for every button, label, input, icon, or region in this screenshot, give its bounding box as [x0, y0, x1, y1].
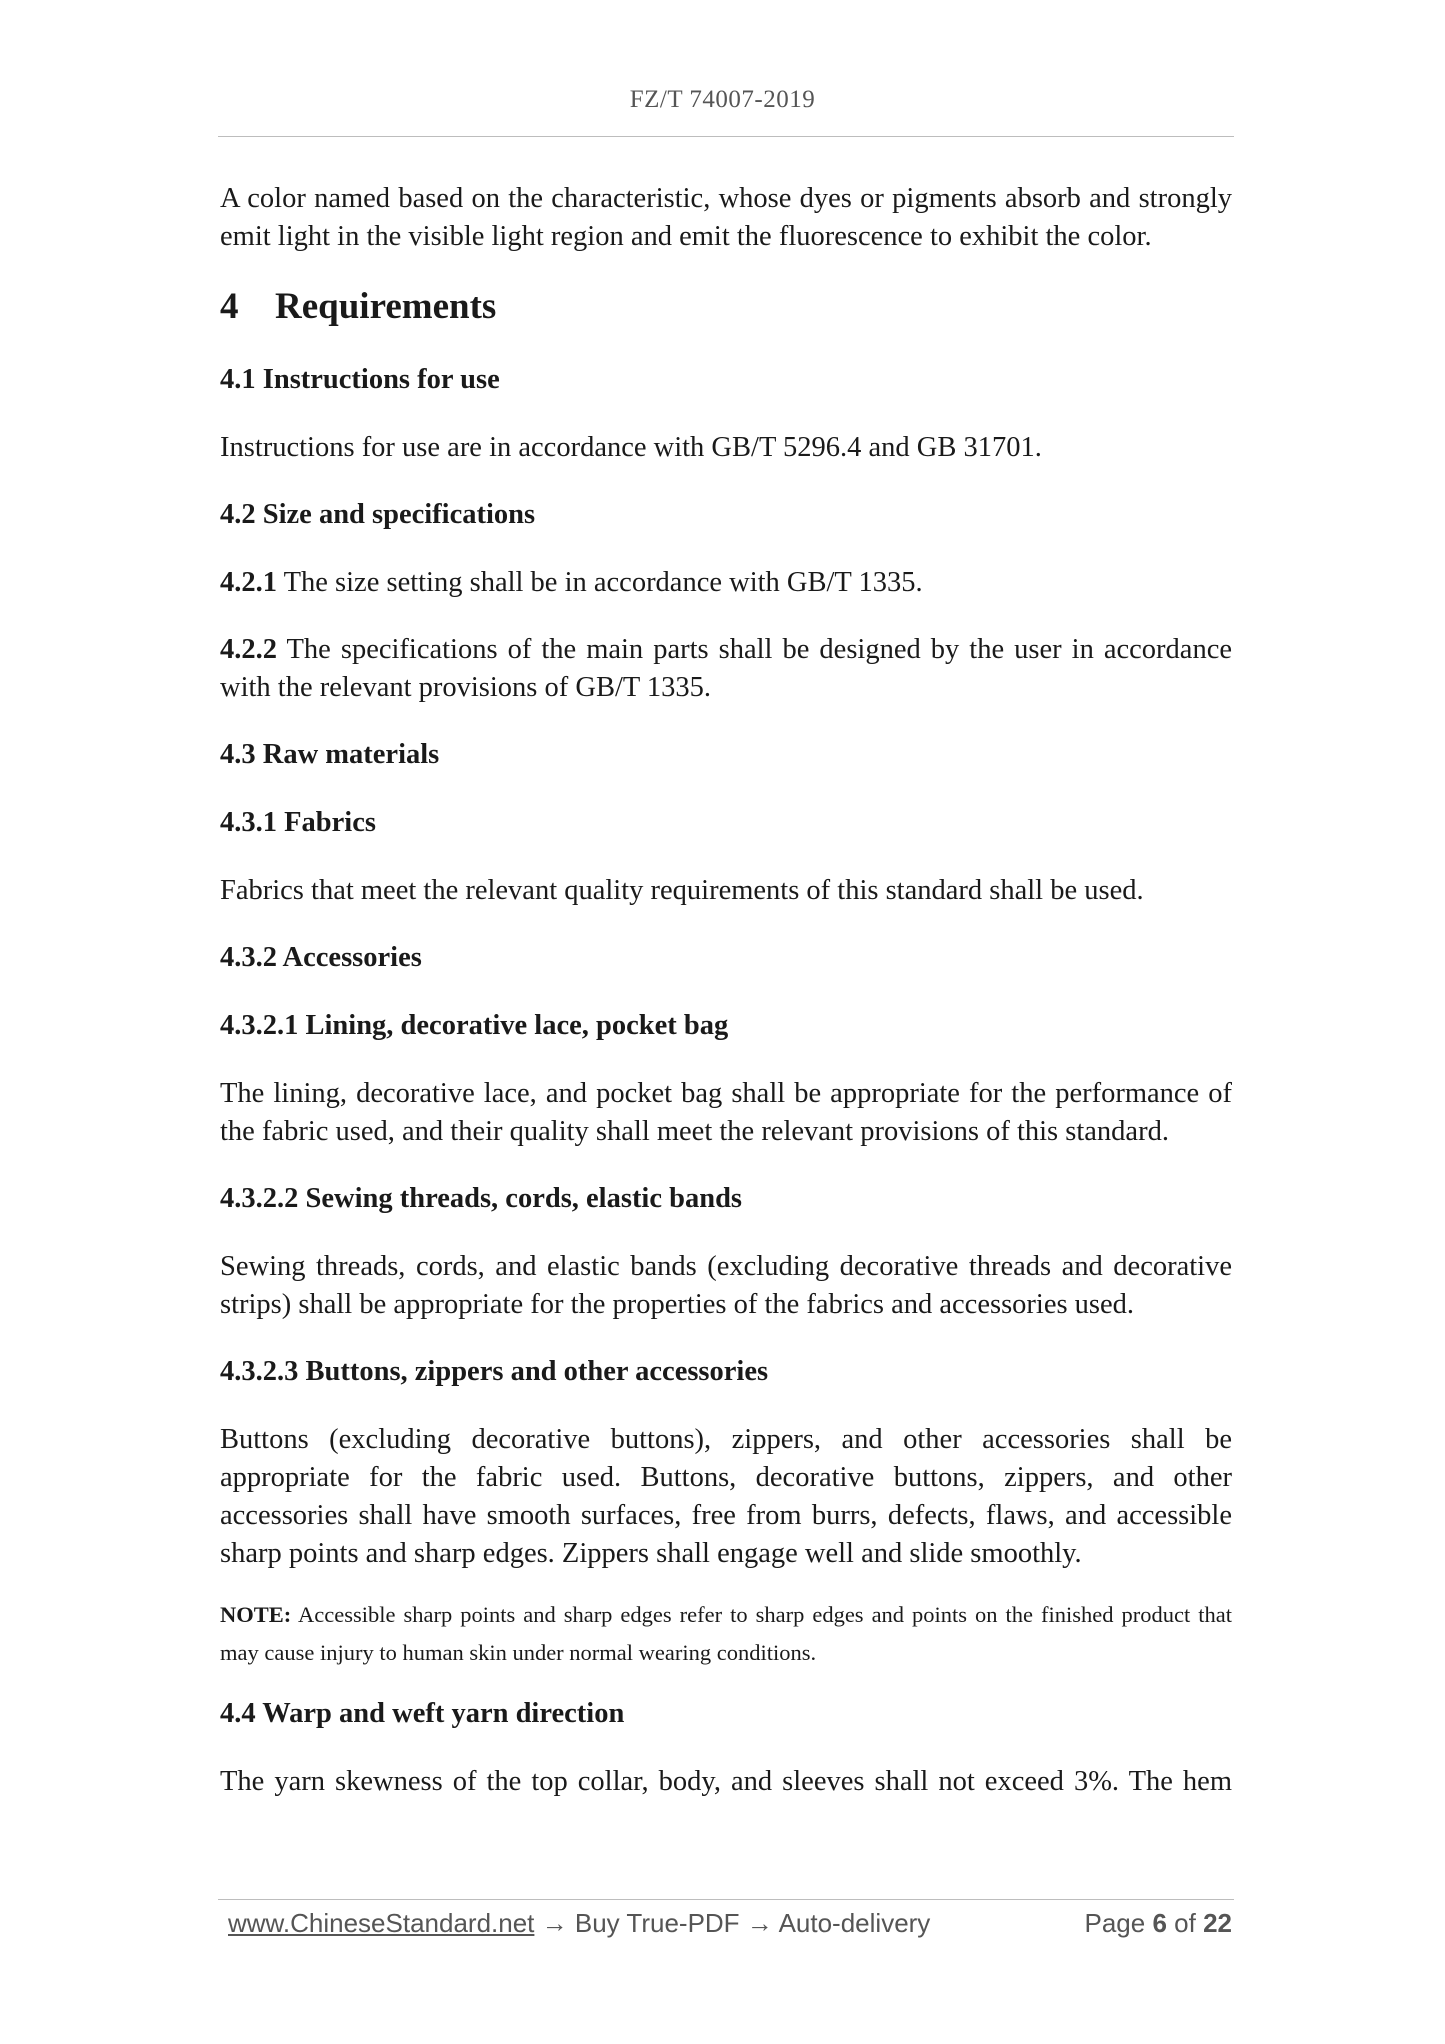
heading-4-3: 4.3 Raw materials [220, 739, 440, 770]
page-of-label: of [1174, 1908, 1196, 1938]
current-page-number: 6 [1152, 1908, 1167, 1938]
paragraph-4-3-2-2: Sewing threads, cords, and elastic bands (excluding decorative threads and decorative strips) shall be appropriate for the properties of the fabrics and accessories used. [220, 1251, 1232, 1320]
standard-code-header: FZ/T 74007-2019 [629, 86, 816, 113]
paragraph-4-1: Instructions for use are in accordance with GB/T 5296.4 and GB 31701. [220, 432, 1042, 463]
intro-paragraph: A color named based on the characteristic, whose dyes or pigments absorb and strongly emit light in the visible light region and emit the fluorescence to exhibit the color. [220, 183, 1232, 252]
document-body [220, 180, 1232, 1830]
clause-number: 4.2.1 [220, 567, 277, 598]
page-indicator [1084, 1908, 1232, 1939]
paragraph-4-3-2-1: The lining, decorative lace, and pocket bag shall be appropriate for the performance of the fabric used, and their quality shall meet the relevant provisions of this standard. [220, 1078, 1232, 1147]
note-paragraph [220, 1596, 1232, 1672]
paragraph-4-4: The yarn skewness of the top collar, body, and sleeves shall not exceed 3%. The hem [220, 1766, 1232, 1797]
heading-4-4: 4.4 Warp and weft yarn direction [220, 1698, 625, 1729]
clause-number: 4.2.2 [220, 634, 277, 665]
footer-divider [218, 1899, 1234, 1900]
clause-text: The size setting shall be in accordance with GB/T 1335. [277, 567, 923, 598]
header-divider [218, 136, 1234, 137]
page-footer [228, 1908, 1232, 1948]
clause-text: The specifications of the main parts shall be designed by the user in accordance with the relevant provisions of GB/T 1335. [220, 634, 1232, 703]
section-heading-requirements [220, 285, 1232, 329]
paragraph-4-3-1: Fabrics that meet the relevant quality requirements of this standard shall be used. [220, 875, 1144, 906]
heading-4-2: 4.2 Size and specifications [220, 499, 536, 530]
note-label: NOTE: [220, 1602, 292, 1627]
website-link[interactable]: www.ChineseStandard.net [228, 1908, 535, 1938]
heading-4-3-2-3: 4.3.2.3 Buttons, zippers and other accessories [220, 1356, 769, 1387]
paragraph-4-3-2-3: Buttons (excluding decorative buttons), zippers, and other accessories shall be appropriate for the fabric used. Buttons, decorative buttons, zippers, and other accessories shall have smooth surfaces, free from burrs, defects, flaws, and accessible sharp points and sharp edges. Zippers shall engage well and slide smoothly. [220, 1424, 1232, 1569]
footer-promo [228, 1908, 930, 1939]
total-pages-number: 22 [1203, 1908, 1232, 1938]
paragraph-4-2-2 [220, 631, 1232, 707]
heading-4-1: 4.1 Instructions for use [220, 364, 500, 395]
note-text: Accessible sharp points and sharp edges refer to sharp edges and points on the finished product that may cause injury to human skin under normal wearing conditions. [220, 1602, 1232, 1665]
section-number: 4 [220, 286, 239, 327]
heading-4-3-2: 4.3.2 Accessories [220, 942, 422, 973]
section-title: Requirements [275, 286, 497, 327]
paragraph-4-2-1 [220, 564, 1232, 602]
footer-tagline: → Buy True-PDF → Auto-delivery [534, 1908, 931, 1938]
page-label: Page [1084, 1908, 1146, 1938]
heading-4-3-1: 4.3.1 Fabrics [220, 807, 376, 838]
heading-4-3-2-2: 4.3.2.2 Sewing threads, cords, elastic bands [220, 1183, 743, 1214]
heading-4-3-2-1: 4.3.2.1 Lining, decorative lace, pocket bag [220, 1010, 729, 1041]
